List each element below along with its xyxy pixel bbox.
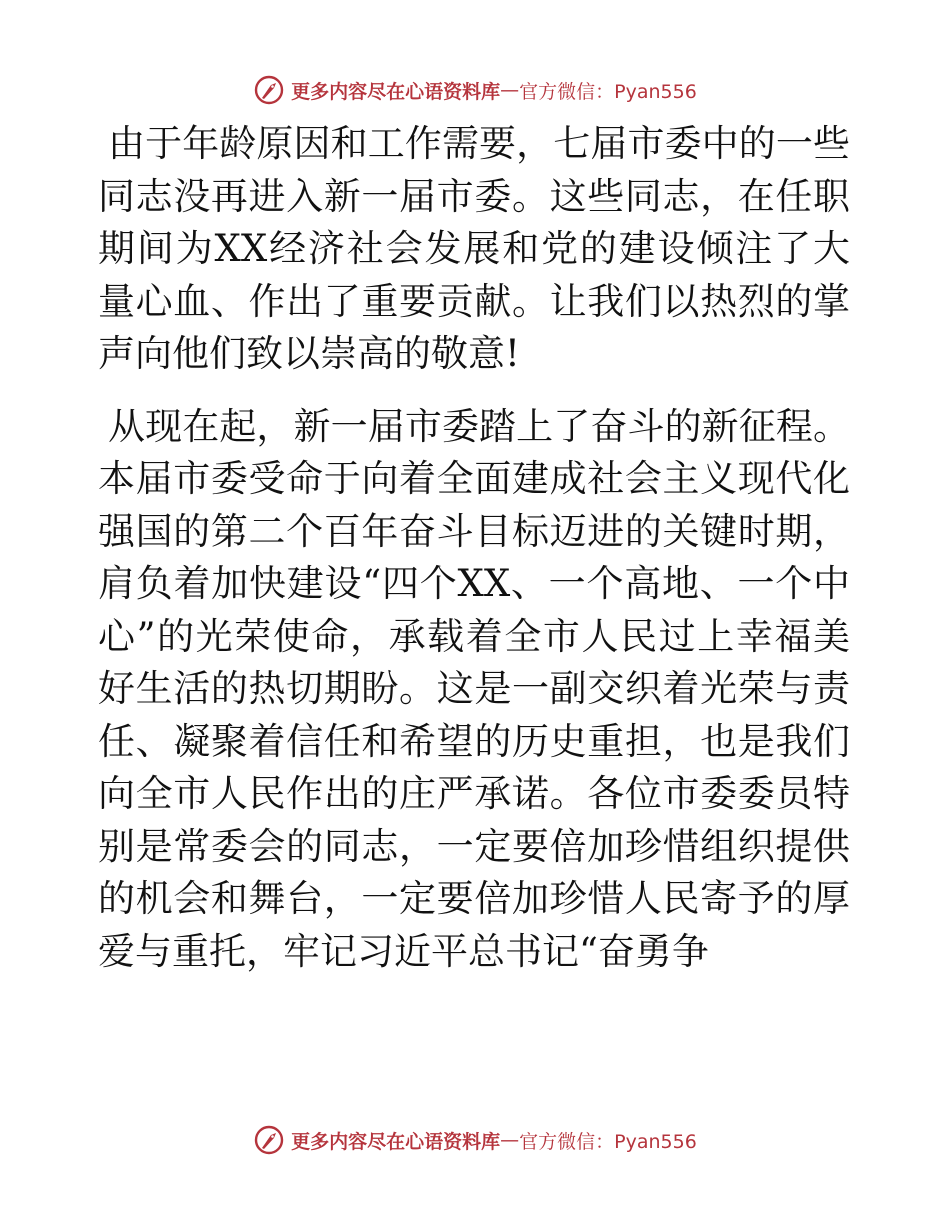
document-body [98, 118, 850, 978]
watermark-wechat: 官方微信：Pyan556 [519, 1130, 697, 1153]
paragraph-2: 从现在起，新一届市委踏上了奋斗的新征程。本届市委受命于向着全面建成社会主义现代化强国的第二个百年奋斗目标迈进的关键时期，肩负着加快建设“四个XX、一个高地、一个中心”的光荣使命，承载着全市人民过上幸福美好生活的热切期盼。这是一副交织着光荣与责任、凝聚着信任和希望的历史重担，也是我们向全市人民作出的庄严承诺。各位市委委员特别是常委会的同志，一定要倍加珍惜组织提供的机会和舞台，一定要倍加珍惜人民寄予的厚爱与重托，牢记习近平总书记“奋勇争 [98, 404, 850, 973]
watermark-brand: 更多内容尽在心语资料库 [291, 80, 501, 103]
footer-watermark [0, 1120, 950, 1160]
watermark-wechat: 官方微信：Pyan556 [519, 80, 697, 103]
watermark-brand: 更多内容尽在心语资料库 [291, 1130, 501, 1153]
watermark-separator: — [500, 79, 520, 101]
watermark-separator: — [500, 1129, 520, 1151]
pen-nib-circle-icon [253, 74, 285, 106]
paragraph-1: 由于年龄原因和工作需要，七届市委中的一些同志没再进入新一届市委。这些同志，在任职期间为XX经济社会发展和党的建设倾注了大量心血、作出了重要贡献。让我们以热烈的掌声向他们致以崇高的敬意! [98, 122, 850, 375]
header-watermark [0, 70, 950, 110]
pen-nib-circle-icon [253, 1124, 285, 1156]
